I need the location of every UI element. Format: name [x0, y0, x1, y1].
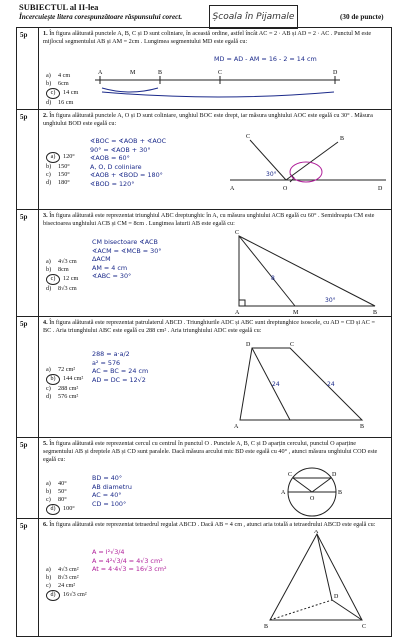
q5-options: [46, 480, 75, 515]
question-2-text: 2. În figura alăturată punctele A, O și D sunt coliniare, unghiul BOC este drept, iar măsura unghiului AOC este egală cu 30° . Măsura unghiului BOD este egală cu:: [43, 112, 373, 128]
svg-text:D: D: [334, 594, 339, 600]
question-score: 5p: [20, 441, 28, 449]
svg-text:B: B: [373, 310, 378, 316]
svg-text:C: C: [246, 134, 251, 140]
svg-text:B: B: [264, 624, 269, 630]
svg-text:O: O: [283, 186, 288, 192]
svg-text:A: A: [98, 70, 103, 76]
q1-option-d[interactable]: d) 16 cm: [46, 99, 74, 106]
svg-text:O: O: [310, 496, 315, 502]
points-total: (30 de puncte): [340, 13, 384, 21]
svg-text:M: M: [130, 70, 136, 76]
svg-text:A: A: [230, 186, 235, 192]
q3-options: [46, 258, 78, 293]
q5-circle-figure: [262, 462, 362, 518]
q3-option-c[interactable]: c) 12 cm: [46, 274, 78, 285]
question-3-text: 3. În figura alăturată este reprezentat triunghiul ABC dreptunghic în A, cu măsura unghiului ACB egală cu 60° . Semidreapta CM este bisectoarea unghiului ACB și CM = 8cm . Lungimea laturii AB este egală cu:: [43, 212, 375, 228]
question-score: 5p: [20, 31, 28, 39]
svg-text:A: A: [234, 424, 239, 430]
q2-options: [46, 152, 75, 187]
q5-option-d[interactable]: d) 100°: [46, 504, 75, 515]
row-separator: [16, 209, 392, 210]
svg-text:D: D: [246, 342, 251, 348]
q5-handwritten-work: BD = 40° AB diametru AC = 40° CD = 100°: [92, 474, 132, 508]
svg-text:C: C: [362, 624, 367, 630]
q2-option-d[interactable]: d) 180°: [46, 179, 70, 186]
svg-text:D: D: [333, 70, 338, 76]
question-score: 5p: [20, 213, 28, 221]
svg-text:D: D: [332, 472, 337, 478]
svg-text:B: B: [158, 70, 163, 76]
question-score: 5p: [20, 522, 28, 530]
row-separator: [16, 316, 392, 317]
q4-option-c[interactable]: c) 288 cm²: [46, 385, 79, 392]
q4-quadrilateral-figure: [232, 340, 382, 430]
q2-option-b[interactable]: b) 150°: [46, 163, 70, 170]
svg-text:A: A: [281, 490, 286, 496]
q1-option-b[interactable]: b) 6cm: [46, 80, 69, 87]
q1-option-a[interactable]: a) 4 cm: [46, 72, 71, 79]
svg-text:30°: 30°: [266, 171, 277, 178]
row-separator: [16, 518, 392, 519]
q6-option-d[interactable]: d) 16√3 cm²: [46, 590, 87, 601]
question-5-text: 5. În figura alăturată este reprezentat cercul cu centrul în punctul O . Punctele A, B, C și D aparțin cercului, punctul O aparține segmentului AB și dreptele AB și CD sunt paralele. Dacă măsura arcului mic BD este egală cu 40° , atunci măsura unghiului COD este egală cu:: [43, 440, 378, 464]
q1-handwritten-work: MD = AD - AM = 16 - 2 = 14 cm: [214, 55, 317, 63]
q4-handwritten-work: 288 = a·a/2 a² = 576 AC = BC = 24 cm AD = DC = 12√2: [92, 350, 149, 384]
svg-text:C: C: [218, 70, 223, 76]
question-score: 5p: [20, 113, 28, 121]
q1-options: [46, 72, 78, 107]
question-4-text: 4. În figura alăturată este reprezentat patrulaterul ABCD . Triunghiurile ADC și ABC sunt dreptunghice isoscele, cu AD = CD și AC = BC . Aria triunghiului ABC este egală cu 288 cm² . Aria triunghiului ADC este egală cu:: [43, 319, 375, 335]
school-stamp: Școala în Pijamale: [209, 5, 298, 29]
q2-option-a[interactable]: a) 120°: [46, 152, 75, 163]
q6-option-a[interactable]: a) 4√3 cm²: [46, 566, 79, 573]
q5-option-a[interactable]: a) 40°: [46, 480, 67, 487]
q6-handwritten-work: A = l²√3/4 A = 4²√3/4 = 4√3 cm² At = 4·4√3 = 16√3 cm²: [92, 548, 167, 573]
q1-segment-figure: [90, 62, 350, 98]
selected-answer-mark: b): [46, 374, 60, 385]
q3-triangle-figure: [235, 228, 385, 316]
svg-text:C: C: [288, 472, 293, 478]
q6-option-c[interactable]: c) 24 cm²: [46, 582, 76, 589]
q3-option-b[interactable]: b) 8cm: [46, 266, 69, 273]
q6-options: [46, 566, 87, 601]
svg-text:C: C: [290, 342, 295, 348]
selected-answer-mark: d): [46, 504, 60, 515]
svg-text:24: 24: [272, 381, 280, 388]
svg-text:24: 24: [327, 381, 335, 388]
svg-text:M: M: [293, 310, 299, 316]
q4-option-a[interactable]: a) 72 cm²: [46, 366, 76, 373]
score-column-divider: [38, 27, 39, 637]
selected-answer-mark: a): [46, 152, 60, 163]
q2-handwritten-work: ∢BOC = ∢AOB + ∢AOC 90° = ∢AOB + 30° ∢AOB = 60° A, O, D coliniare ∢AOB + ∢BOD = 180° ∢BOD = 120°: [90, 137, 167, 188]
q2-angle-figure: [228, 130, 388, 205]
instruction-text: Încercuiește litera corespunzătoare răspunsului corect.: [19, 13, 183, 21]
svg-text:30°: 30°: [325, 297, 336, 304]
q3-option-a[interactable]: a) 4√3 cm: [46, 258, 77, 265]
svg-text:C: C: [235, 230, 240, 236]
q6-option-b[interactable]: b) 8√3 cm²: [46, 574, 79, 581]
q1-option-c[interactable]: c) 14 cm: [46, 88, 78, 99]
question-1-text: 1. În figura alăturată punctele A, B, C și D sunt coliniare, în această ordine, astfel încât AC = 2 · AB și AD = 2 · AC . Punctul M este mijlocul segmentului AB și AM = 2cm . Lungimea segmentului MD este egală cu:: [43, 30, 372, 46]
section-title: SUBIECTUL al II-lea: [19, 2, 99, 12]
svg-text:B: B: [340, 136, 345, 142]
question-6-text: 6. În figura alăturată este reprezentat tetraedrul regulat ABCD . Dacă AB = 4 cm , atunci aria totală a tetraedrului ABCD este egală cu:: [43, 521, 376, 528]
q6-tetrahedron-figure: [262, 530, 372, 634]
q3-option-d[interactable]: d) 8√3 cm: [46, 285, 77, 292]
row-separator: [16, 437, 392, 438]
svg-text:A: A: [314, 530, 319, 535]
q5-option-b[interactable]: b) 50°: [46, 488, 67, 495]
question-score: 5p: [20, 320, 28, 328]
svg-text:B: B: [360, 424, 365, 430]
q4-option-d[interactable]: d) 576 cm²: [46, 393, 79, 400]
svg-text:A: A: [235, 310, 240, 316]
q5-option-c[interactable]: c) 80°: [46, 496, 67, 503]
selected-answer-mark: c): [46, 88, 60, 99]
selected-answer-mark: d): [46, 590, 60, 601]
q4-option-b[interactable]: b) 144 cm²: [46, 374, 83, 385]
selected-answer-mark: c): [46, 274, 60, 285]
row-separator: [16, 109, 392, 110]
svg-text:D: D: [378, 186, 383, 192]
q2-option-c[interactable]: c) 150°: [46, 171, 70, 178]
q3-handwritten-work: CM bisectoare ∢ACB ∢ACM = ∢MCB = 30° ΔACM AM = 4 cm ∢ABC = 30°: [92, 238, 162, 280]
svg-text:B: B: [338, 490, 343, 496]
q4-options: [46, 366, 83, 401]
svg-text:8: 8: [271, 275, 275, 282]
